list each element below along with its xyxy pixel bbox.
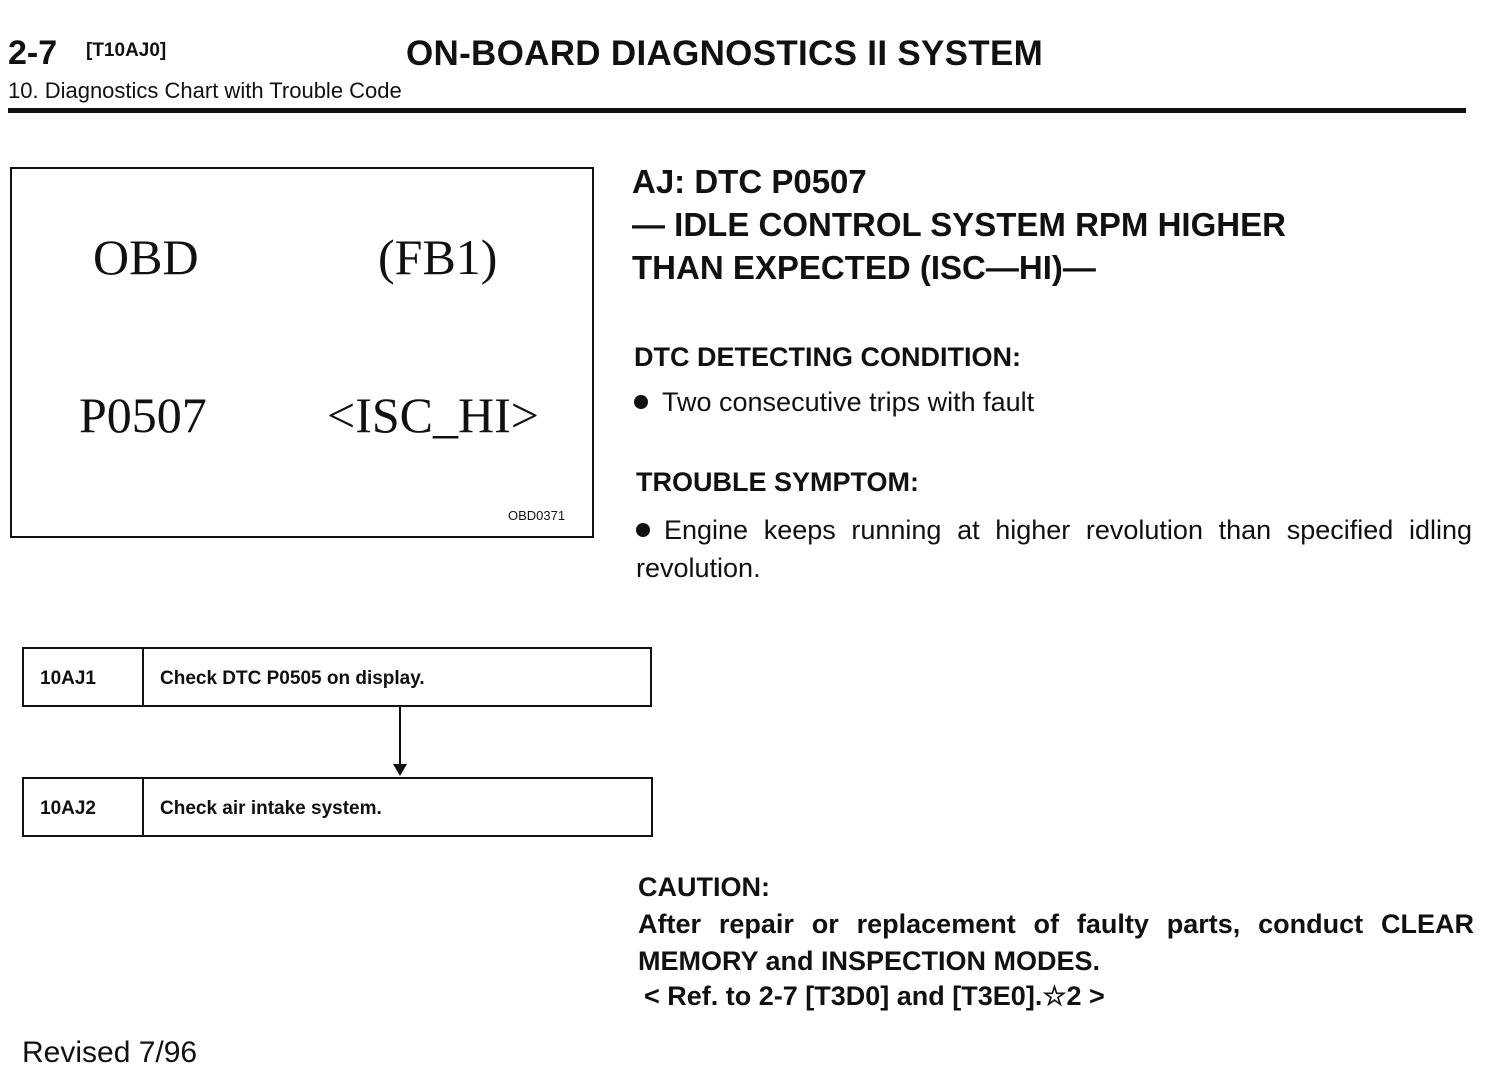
flow-step-1 [22,647,652,707]
symptom-item [636,511,1472,587]
obd-dtc-name: <ISC_HI> [327,387,539,443]
caution-body: After repair or replacement of faulty parts, conduct CLEAR MEMORY and INSPECTION MODES. [638,909,1474,976]
header-rule [8,108,1466,113]
dtc-title [632,160,1286,289]
caution-reference: < Ref. to 2-7 [T3D0] and [T3E0].☆2 > [644,981,1105,1011]
obd-dtc-code: P0507 [79,387,207,443]
step-2-text: Check air intake system. [160,798,382,819]
section-code: [T10AJ0] [86,40,167,61]
figure-id: OBD0371 [508,508,566,523]
condition-text: Two consecutive trips with fault [662,387,1035,417]
page-title: ON-BOARD DIAGNOSTICS II SYSTEM [406,34,1044,73]
caution-heading: CAUTION: [638,872,770,902]
arrow-down-icon [393,764,407,776]
step-1-code: 10AJ1 [24,649,144,705]
bullet-icon [636,523,650,537]
flow-step-2 [22,777,653,837]
condition-heading: DTC DETECTING CONDITION: [634,342,1021,372]
condition-item [634,387,1034,418]
obd-display-box [10,167,594,538]
symptom-heading: TROUBLE SYMPTOM: [636,467,919,497]
dtc-title-line-2: — IDLE CONTROL SYSTEM RPM HIGHER [632,206,1286,243]
step-1-text: Check DTC P0505 on display. [160,668,425,689]
bullet-icon [634,395,648,409]
obd-label: OBD [93,229,199,285]
flow-connector [399,707,401,767]
section-number: 2-7 [8,34,58,72]
dtc-title-line-1: AJ: DTC P0507 [632,163,867,200]
symptom-text: Engine keeps running at higher revolution than specified idling revolution. [636,515,1472,583]
dtc-title-line-3: THAN EXPECTED (ISC—HI)— [632,249,1096,286]
page-subtitle: 10. Diagnostics Chart with Trouble Code [8,78,402,103]
step-2-code: 10AJ2 [24,779,144,835]
obd-system-code: (FB1) [378,229,498,285]
revision-note: Revised 7/96 [22,1036,198,1069]
